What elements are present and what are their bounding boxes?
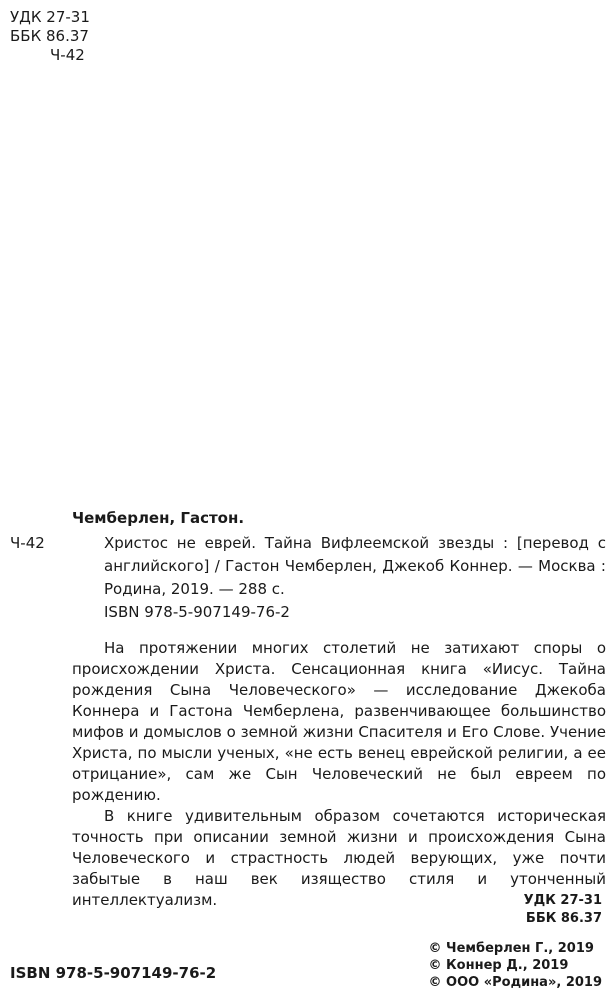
top-author-mark: Ч-42 — [50, 46, 85, 64]
bottom-classification-codes — [524, 892, 602, 928]
copyright-line: © Коннер Д., 2019 — [428, 958, 569, 973]
card-bibliographic-entry: Христос не еврей. Тайна Вифлеемской звезды : [перевод с английского] / Гастон Чемберлен, Джекоб Коннер. — Москва : Родина, 2019. — 288 с. — [104, 534, 606, 598]
top-udk-code: УДК 27-31 — [10, 8, 90, 26]
top-bbk-code: ББК 86.37 — [10, 27, 89, 45]
isbn-bottom: ISBN 978-5-907149-76-2 — [10, 964, 217, 982]
bottom-udk-code: УДК 27-31 — [523, 893, 602, 908]
card-annotation — [72, 638, 606, 911]
card-isbn: ISBN 978-5-907149-76-2 — [104, 603, 290, 621]
copyright-line: © Чемберлен Г., 2019 — [428, 941, 594, 956]
card-author: Чемберлен, Гастон. — [72, 509, 245, 527]
top-classification-codes — [10, 8, 90, 65]
annotation-paragraph: В книге удивительным образом сочетаются историческая точность при описании земной жизни и происхождения Сына Человеческого и страстность людей верующих, уже почти забытые в наш век изящество стиля и утонченный интеллектуализм. — [72, 807, 606, 909]
copyright-notices — [429, 940, 602, 991]
copyright-line: © ООО «Родина», 2019 — [428, 975, 602, 990]
card-author-mark: Ч-42 — [10, 534, 45, 552]
bottom-bbk-code: ББК 86.37 — [525, 911, 602, 926]
annotation-paragraph: На протяжении многих столетий не затихают споры о происхождении Христа. Сенсационная книга «Иисус. Тайна рождения Сына Человеческого» — исследование Джекоба Коннера и Гастона Чемберлена, развенчивающее большинство мифов и домыслов о земной жизни Спасителя и Его Слове. Учение Христа, по мысли ученых, «не есть венец еврейской религии, а ее отрицание», сам же Сын Человеческий не был евреем по рождению. — [72, 639, 606, 804]
